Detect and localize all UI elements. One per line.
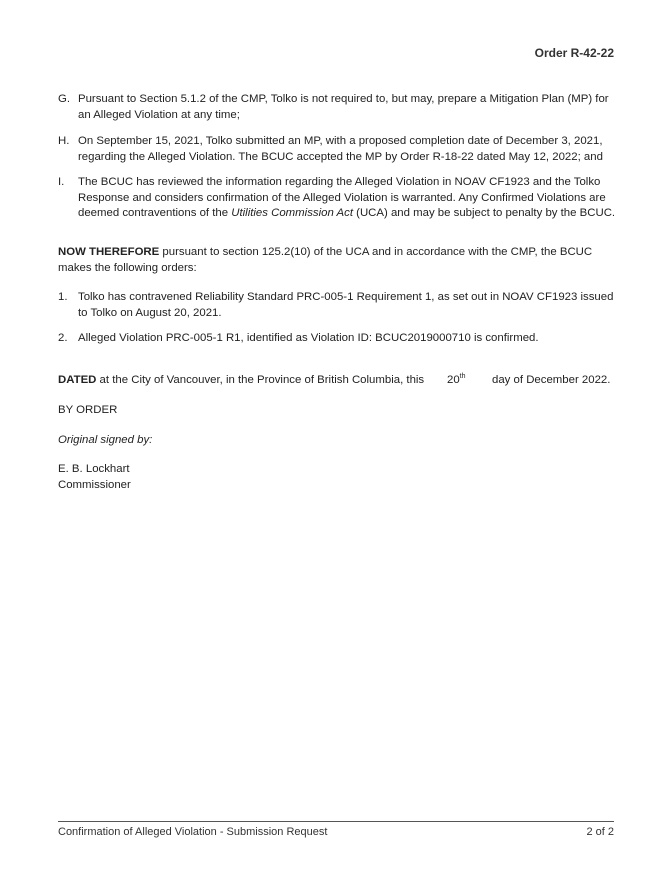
day-number: 20	[447, 374, 460, 386]
dated-month-year: day of December 2022.	[492, 374, 611, 386]
order-text: Alleged Violation PRC-005-1 R1, identified as Violation ID: BCUC2019000710 is confirmed.	[78, 332, 539, 344]
order-number: Order R-42-22	[534, 46, 614, 60]
recital-text-end: (UCA) and may be subject to penalty by the BCUC.	[352, 207, 616, 220]
footer-title: Confirmation of Alleged Violation - Submission Request	[58, 826, 328, 838]
order-item-2	[58, 331, 618, 347]
order-text: Tolko has contravened Reliability Standard PRC-005-1 Requirement 1, as set out in NOAV CF1923 issued to Tolko on August 20, 2021.	[78, 291, 614, 319]
footer-divider	[58, 821, 614, 822]
now-therefore-text: pursuant to section 125.2(10) of the UCA and in accordance with the CMP, the BCUC makes the following orders:	[58, 246, 593, 274]
recital-text	[78, 175, 618, 222]
day-suffix: th	[459, 373, 466, 380]
order-item-1	[58, 290, 618, 321]
recital-marker: G.	[58, 93, 71, 105]
dated-lead: DATED	[58, 374, 97, 386]
order-marker: 2.	[58, 332, 68, 344]
now-therefore-lead: NOW THEREFORE	[58, 246, 160, 258]
recital-text: On September 15, 2021, Tolko submitted an MP, with a proposed completion date of December 3, 2021, regarding the Alleged Violation. The BCUC accepted the MP by Order R-18-22 dated May 12, 2022; and	[78, 135, 603, 163]
signatory-name: E. B. Lockhart	[58, 463, 130, 475]
by-order: BY ORDER	[58, 404, 118, 416]
recital-g	[58, 92, 618, 123]
recital-h	[58, 134, 618, 165]
dated-line	[58, 373, 618, 389]
recital-marker: I.	[58, 176, 65, 188]
signatory-title: Commissioner	[58, 479, 131, 491]
original-signed-note: Original signed by:	[58, 434, 153, 446]
dated-text: at the City of Vancouver, in the Province of British Columbia, this	[96, 374, 425, 386]
recital-text-start: The BCUC has reviewed the information regarding the Alleged Violation in NOAV CF1923 and the Tolko Response and considers confirmation of the Alleged Violation is warranted. Any Confirmed Violations are deemed contraventions of the	[78, 176, 606, 220]
act-name: Utilities Commission Act	[231, 207, 353, 220]
recital-text: Pursuant to Section 5.1.2 of the CMP, Tolko is not required to, but may, prepare a Mitigation Plan (MP) for an Alleged Violation at any time;	[78, 93, 609, 121]
recital-i	[58, 175, 618, 222]
now-therefore-paragraph	[58, 245, 618, 276]
dated-day	[447, 373, 466, 389]
order-marker: 1.	[58, 291, 68, 303]
recital-marker: H.	[58, 135, 70, 147]
page-number: 2 of 2	[586, 826, 614, 838]
